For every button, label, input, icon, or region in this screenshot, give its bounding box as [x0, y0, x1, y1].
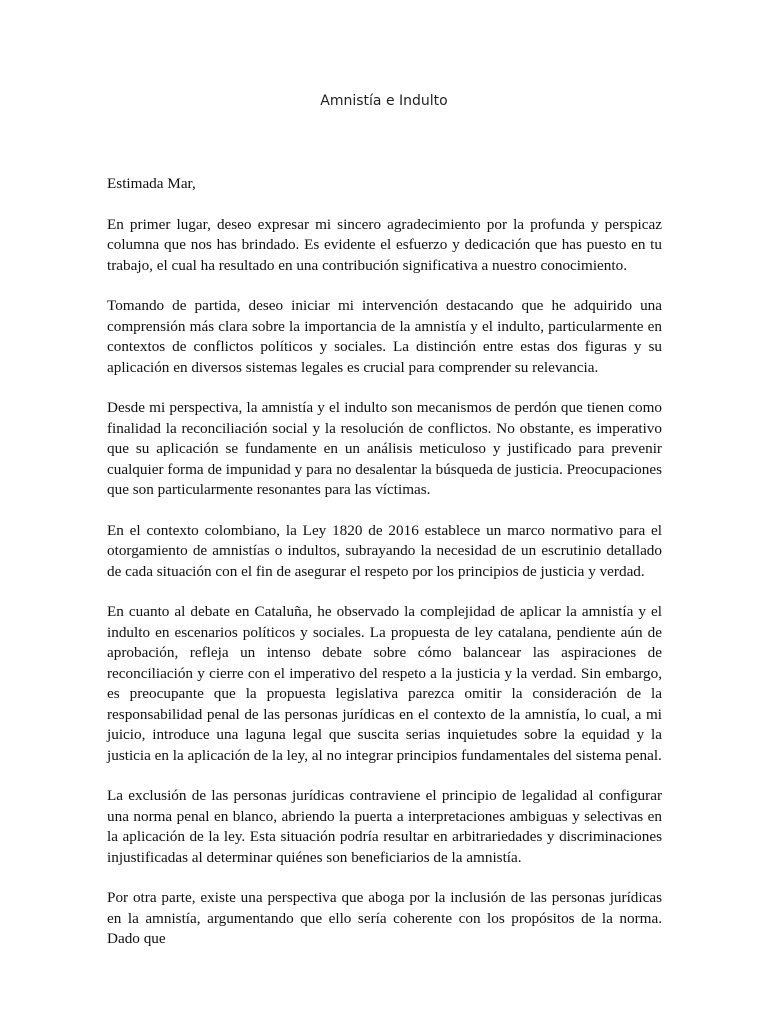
paragraph-legal-persons-exclusion: La exclusión de las personas jurídicas contraviene el principio de legalidad al configurar una norma penal en blanco, abriendo la puerta a interpretaciones ambiguas y selectivas en la aplicación de la ley. Esta situación podría resultar en arbitrariedades y discriminaciones injustificadas al determinar quiénes son beneficiarios de la amnistía. — [107, 787, 662, 866]
paragraph-perspective: Desde mi perspectiva, la amnistía y el indulto son mecanismos de perdón que tienen como finalidad la reconciliación social y la resolución de conflictos. No obstante, es imperativo que su aplicación se fundamente en un análisis meticuloso y justificado para prevenir cualquier forma de impunidad y para no desalentar la búsqueda de justicia. Preocupaciones que son particularmente resonantes para las víctimas. — [107, 399, 662, 498]
paragraph-gratitude: En primer lugar, deseo expresar mi sincero agradecimiento por la profunda y perspicaz columna que nos has brindado. Es evidente el esfuerzo y dedicación que has puesto en tu trabajo, el cual ha resultado en una contribución significativa a nuestro conocimiento. — [107, 215, 662, 274]
paragraph-cataluna: En cuanto al debate en Cataluña, he observado la complejidad de aplicar la amnistía y el indulto en escenarios políticos y sociales. La propuesta de ley catalana, pendiente aún de aprobación, refleja un intenso debate sobre cómo balancear las aspiraciones de reconciliación y cierre con el imperativo del respeto a la justicia y la verdad. Sin embargo, es preocupante que la propuesta legislativa parezca omitir la consideración de la responsabilidad penal de las personas jurídicas en el contexto de la amnistía, lo cual, a mi juicio, introduce una laguna legal que suscita serias inquietudes sobre la equidad y la justicia en la aplicación de la ley, al no integrar principios fundamentales del sistema penal. — [107, 603, 662, 764]
paragraph-legal-persons-inclusion: Por otra parte, existe una perspectiva que aboga por la inclusión de las personas jurídicas en la amnistía, argumentando que ello sería coherente con los propósitos de la norma. Dado que — [107, 889, 662, 947]
salutation: Estimada Mar, — [107, 175, 196, 192]
paragraph-colombia: En el contexto colombiano, la Ley 1820 de 2016 establece un marco normativo para el otorgamiento de amnistías o indultos, subrayando la necesidad de un escrutinio detallado de cada situación con el fin de asegurar el respeto por los principios de justicia y verdad. — [107, 521, 662, 580]
document-title: Amnistía e Indulto — [320, 93, 448, 109]
document-body — [107, 166, 662, 970]
paragraph-introduction: Tomando de partida, deseo iniciar mi intervención destacando que he adquirido una comprensión más clara sobre la importancia de la amnistía y el indulto, particularmente en contextos de conflictos políticos y sociales. La distinción entre estas dos figuras y su aplicación en diversos sistemas legales es crucial para comprender su relevancia. — [107, 297, 662, 376]
